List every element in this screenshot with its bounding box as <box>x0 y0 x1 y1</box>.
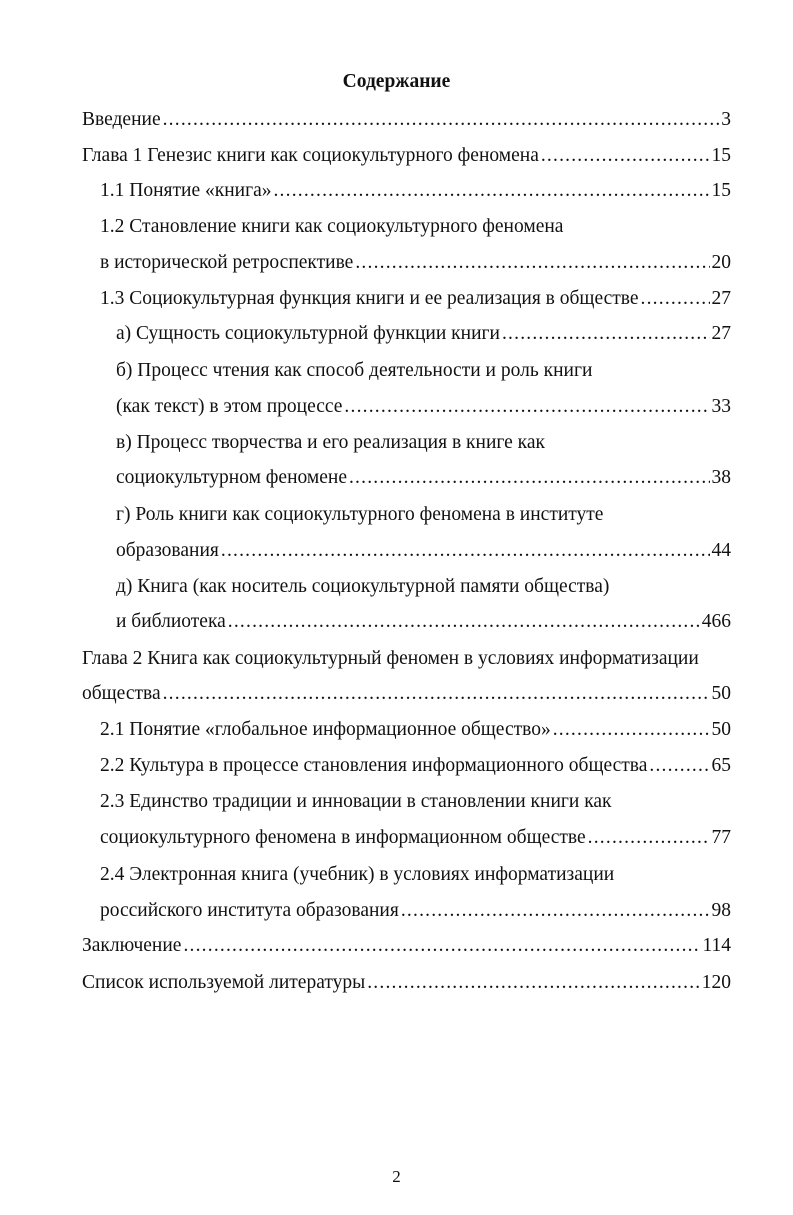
toc-entry-page: 50 <box>711 719 731 740</box>
toc-entry-text: социокультурного феномена в информационном обществе <box>100 827 586 848</box>
toc-entry <box>116 538 731 564</box>
toc-dot-leader <box>163 681 710 707</box>
toc-entry-text: 2.3 Единство традиции и инновации в становлении книги как <box>100 791 612 812</box>
toc-entry-page: 50 <box>711 683 731 704</box>
toc-entry <box>116 609 731 635</box>
toc-dot-leader <box>541 143 710 169</box>
toc-dot-leader <box>401 898 710 924</box>
toc-entry <box>82 646 699 672</box>
toc-dot-leader <box>641 286 710 312</box>
toc-entry-text: Глава 1 Генезис книги как социокультурного феномена <box>82 145 539 166</box>
toc-entry <box>116 394 731 420</box>
toc-entry <box>100 825 731 851</box>
toc-dot-leader <box>553 717 710 743</box>
toc-dot-leader <box>588 825 710 851</box>
toc-entry-page: 27 <box>711 288 731 309</box>
toc-entry-page: 114 <box>702 935 731 956</box>
toc-entry-text: 2.1 Понятие «глобальное информационное общество» <box>100 719 551 740</box>
toc-entry-page: 3 <box>721 109 731 130</box>
toc-entry <box>82 143 731 169</box>
toc-entry <box>82 107 731 133</box>
toc-entry-text: Заключение <box>82 935 182 956</box>
toc-entry-page: 38 <box>711 467 731 488</box>
toc-entry-text: Введение <box>82 109 161 130</box>
toc-entry-text: российского института образования <box>100 900 399 921</box>
toc-entry <box>116 465 731 491</box>
toc-entry-text: д) Книга (как носитель социокультурной памяти общества) <box>116 576 610 597</box>
toc-entry <box>116 502 603 528</box>
toc-entry-text: 2.2 Культура в процессе становления информационного общества <box>100 755 648 776</box>
toc-entry <box>100 286 731 312</box>
toc-entry-page: 15 <box>711 180 731 201</box>
toc-entry-text: и библиотека <box>116 611 226 632</box>
toc-entry <box>100 898 731 924</box>
toc-dot-leader <box>183 933 700 959</box>
toc-dot-leader <box>273 178 709 204</box>
toc-entry <box>100 862 614 888</box>
toc-entry-page: 33 <box>711 396 731 417</box>
toc-entry-text: Список используемой литературы <box>82 972 366 993</box>
toc-entry-page: 120 <box>701 972 731 993</box>
toc-entry-page: 20 <box>711 252 731 273</box>
toc-entry-text: а) Сущность социокультурной функции книги <box>116 323 500 344</box>
toc-entry-page: 27 <box>711 323 731 344</box>
toc-entry-text: в исторической ретроспективе <box>100 252 354 273</box>
toc-dot-leader <box>649 753 709 779</box>
toc-dot-leader <box>355 250 709 276</box>
toc-dot-leader <box>228 609 700 635</box>
toc-entry <box>116 358 592 384</box>
toc-entry-page: 44 <box>711 540 731 561</box>
toc-entry <box>100 178 731 204</box>
toc-entry-text: 1.2 Становление книги как социокультурного феномена <box>100 216 564 237</box>
toc-entry-text: Глава 2 Книга как социокультурный феномен в условиях информатизации <box>82 648 699 669</box>
toc-dot-leader <box>349 465 710 491</box>
toc-dot-leader <box>502 321 710 347</box>
toc-entry-page: 65 <box>711 755 731 776</box>
toc-entry <box>82 970 731 996</box>
toc-entry-text: г) Роль книги как социокультурного феномена в институте <box>116 504 604 525</box>
toc-entry-text: образования <box>116 540 219 561</box>
page-number: 2 <box>392 1167 401 1186</box>
toc-entry-text: (как текст) в этом процессе <box>116 396 343 417</box>
toc-entry-text: б) Процесс чтения как способ деятельности и роль книги <box>116 360 593 381</box>
toc-entry <box>100 789 612 815</box>
toc-entry <box>100 214 563 240</box>
toc-entry-text: общества <box>82 683 161 704</box>
toc-dot-leader <box>163 107 720 133</box>
toc-entry-page: 15 <box>711 145 731 166</box>
toc-entry <box>116 430 545 456</box>
toc-dot-leader <box>221 538 710 564</box>
toc-entry-text: 2.4 Электронная книга (учебник) в условиях информатизации <box>100 864 615 885</box>
toc-entry <box>116 321 731 347</box>
toc-entry <box>100 717 731 743</box>
toc-title: Содержание <box>342 71 451 92</box>
toc-entry-text: 1.1 Понятие «книга» <box>100 180 272 201</box>
toc-entry <box>100 753 731 779</box>
toc-entry-page: 77 <box>711 827 731 848</box>
toc-entry <box>116 574 609 600</box>
toc-dot-leader <box>344 394 709 420</box>
toc-dot-leader <box>367 970 700 996</box>
toc-entry-text: в) Процесс творчества и его реализация в книге как <box>116 432 545 453</box>
toc-entry <box>82 681 731 707</box>
toc-entry-text: 1.3 Социокультурная функция книги и ее реализация в обществе <box>100 288 639 309</box>
toc-entry-page: 466 <box>701 611 731 632</box>
toc-entry <box>100 250 731 276</box>
toc-entry <box>82 933 731 959</box>
toc-entry-text: социокультурном феномене <box>116 467 347 488</box>
toc-entry-page: 98 <box>711 900 731 921</box>
